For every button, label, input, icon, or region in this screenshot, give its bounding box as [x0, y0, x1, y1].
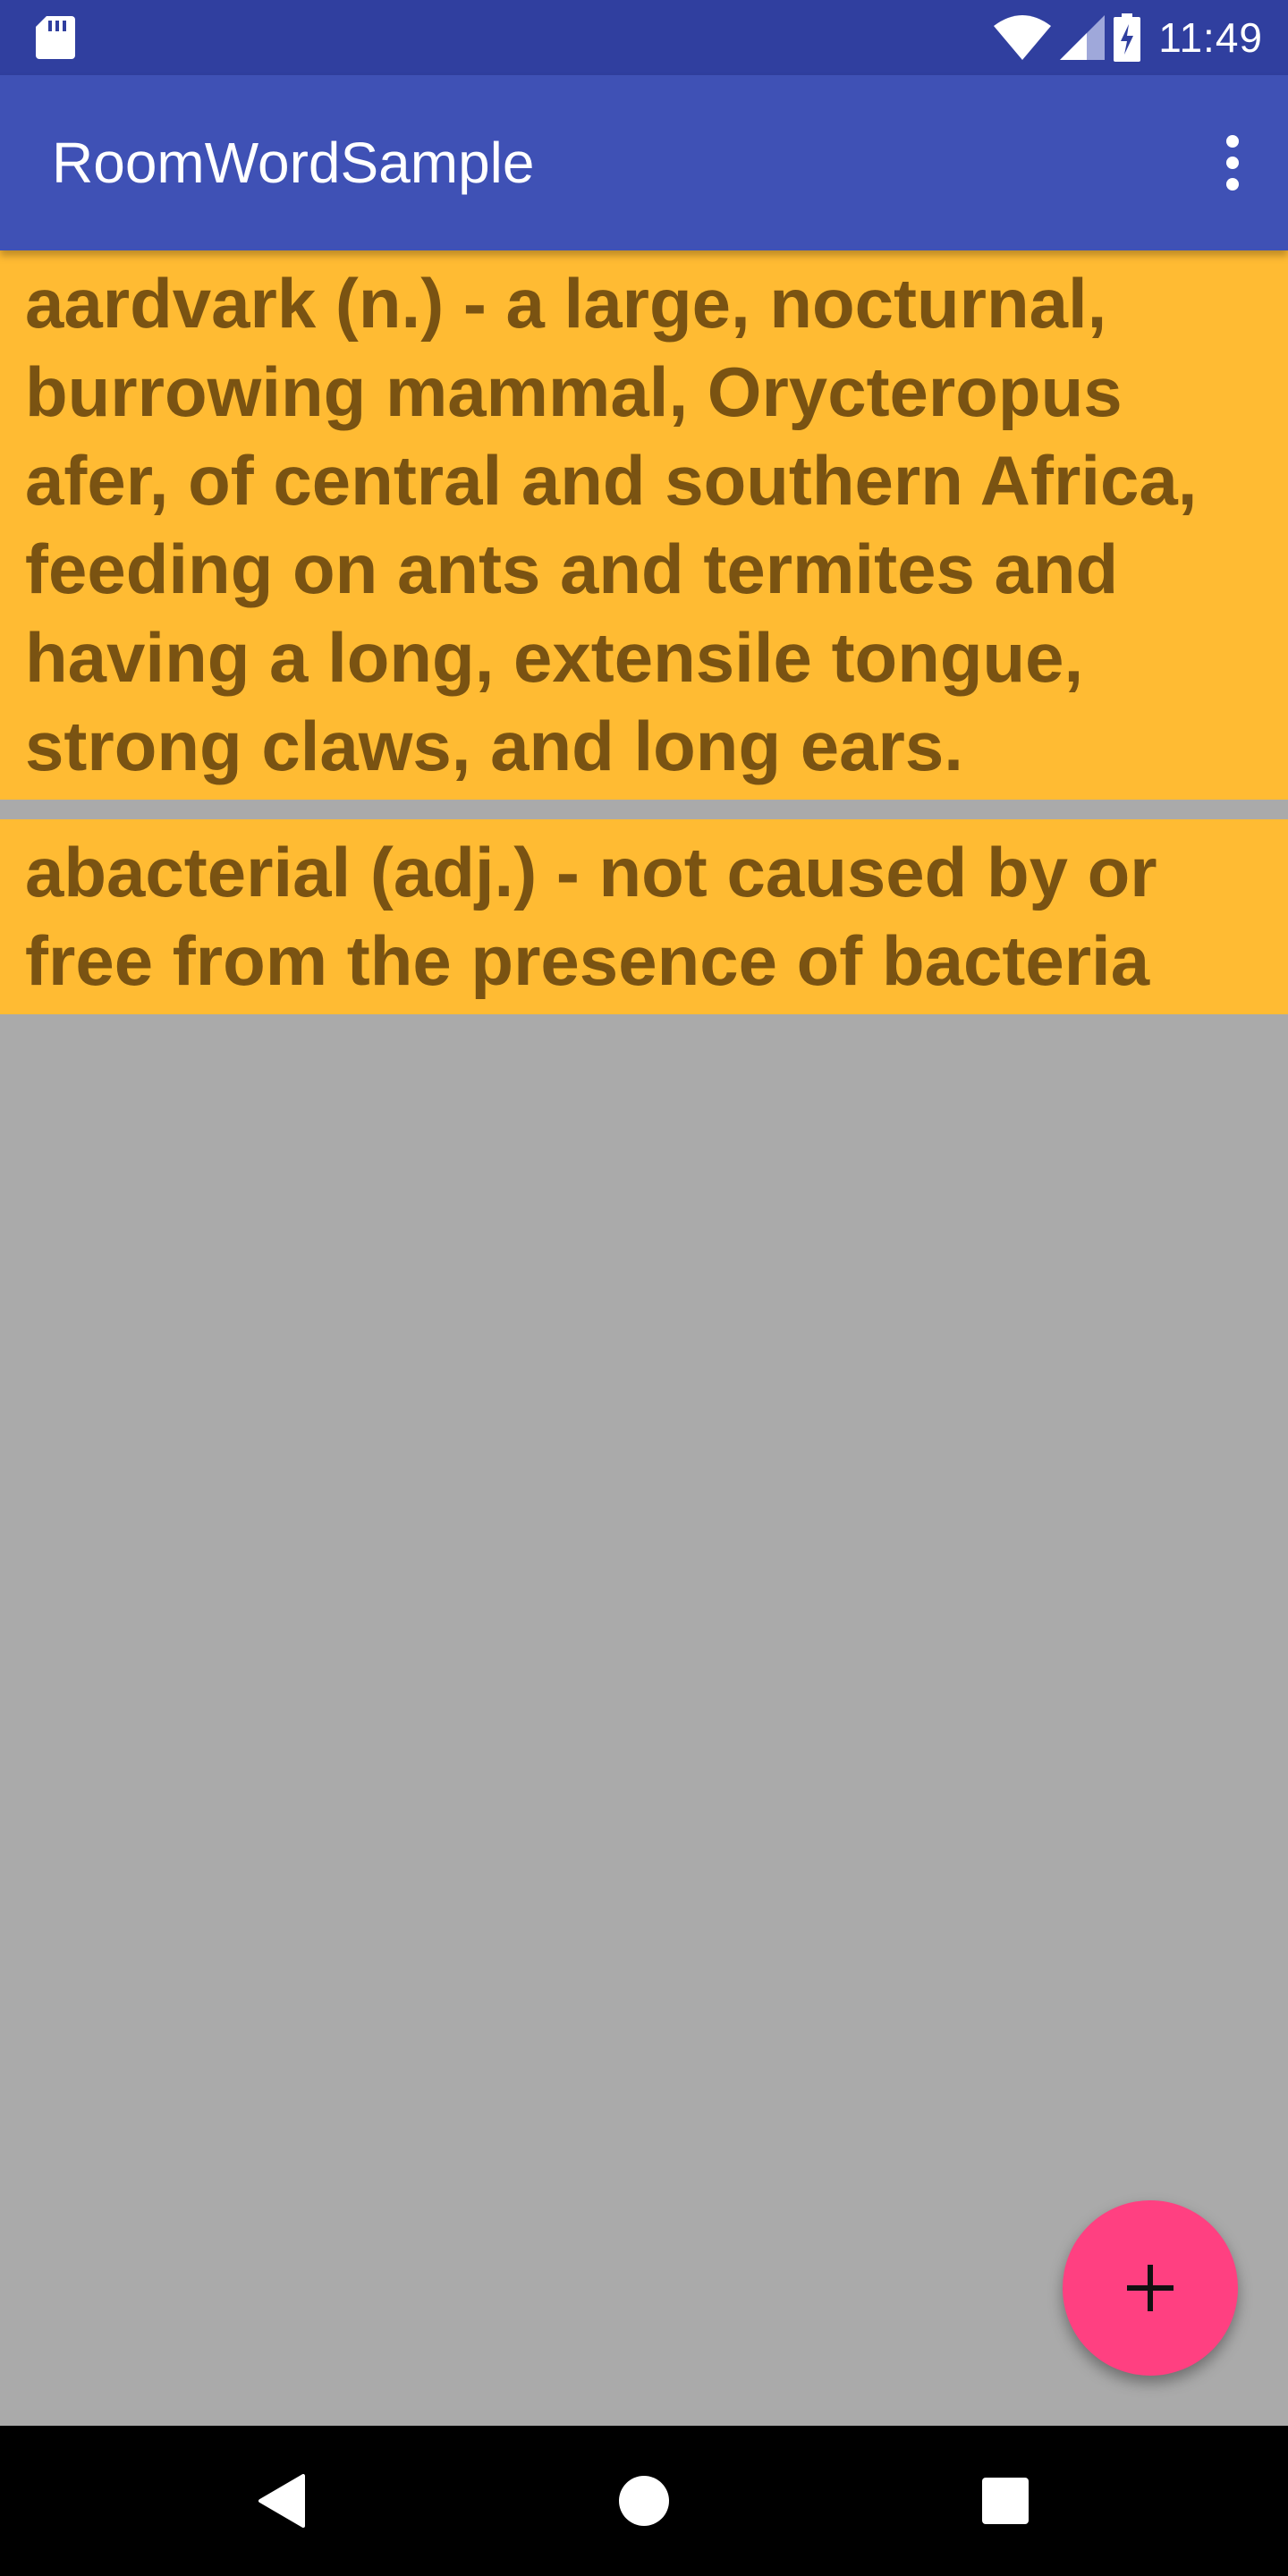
home-button[interactable] [599, 2456, 689, 2546]
status-icons [994, 0, 1263, 75]
recents-icon [981, 2477, 1030, 2525]
menu-dot [1226, 135, 1239, 148]
add-icon [1125, 2263, 1175, 2313]
cell-signal-icon [1060, 15, 1105, 60]
menu-dot [1226, 178, 1239, 191]
list-item[interactable]: aardvark (n.) - a large, nocturnal, burrowing mammal, Orycteropus afer, of central and southern Africa, feeding on ants and termites and having a long, extensile tongue, strong claws, and long ears. [0, 250, 1288, 800]
add-word-button[interactable] [1063, 2200, 1238, 2376]
recents-button[interactable] [961, 2456, 1050, 2546]
overflow-menu-icon[interactable] [1213, 127, 1252, 199]
battery-charging-icon [1114, 13, 1140, 62]
sd-card-icon [36, 16, 75, 59]
back-icon [258, 2474, 307, 2528]
home-icon [618, 2475, 670, 2527]
app-title: RoomWordSample [52, 131, 535, 195]
status-bar [0, 0, 1288, 75]
app-bar [0, 75, 1288, 250]
navigation-bar [0, 2426, 1288, 2576]
list-item[interactable]: abacterial (adj.) - not caused by or free from the presence of bacteria [0, 819, 1288, 1014]
back-button[interactable] [238, 2456, 327, 2546]
wifi-icon [994, 15, 1051, 60]
status-time: 11:49 [1158, 14, 1263, 61]
word-list[interactable] [0, 250, 1288, 1014]
menu-dot [1226, 157, 1239, 169]
